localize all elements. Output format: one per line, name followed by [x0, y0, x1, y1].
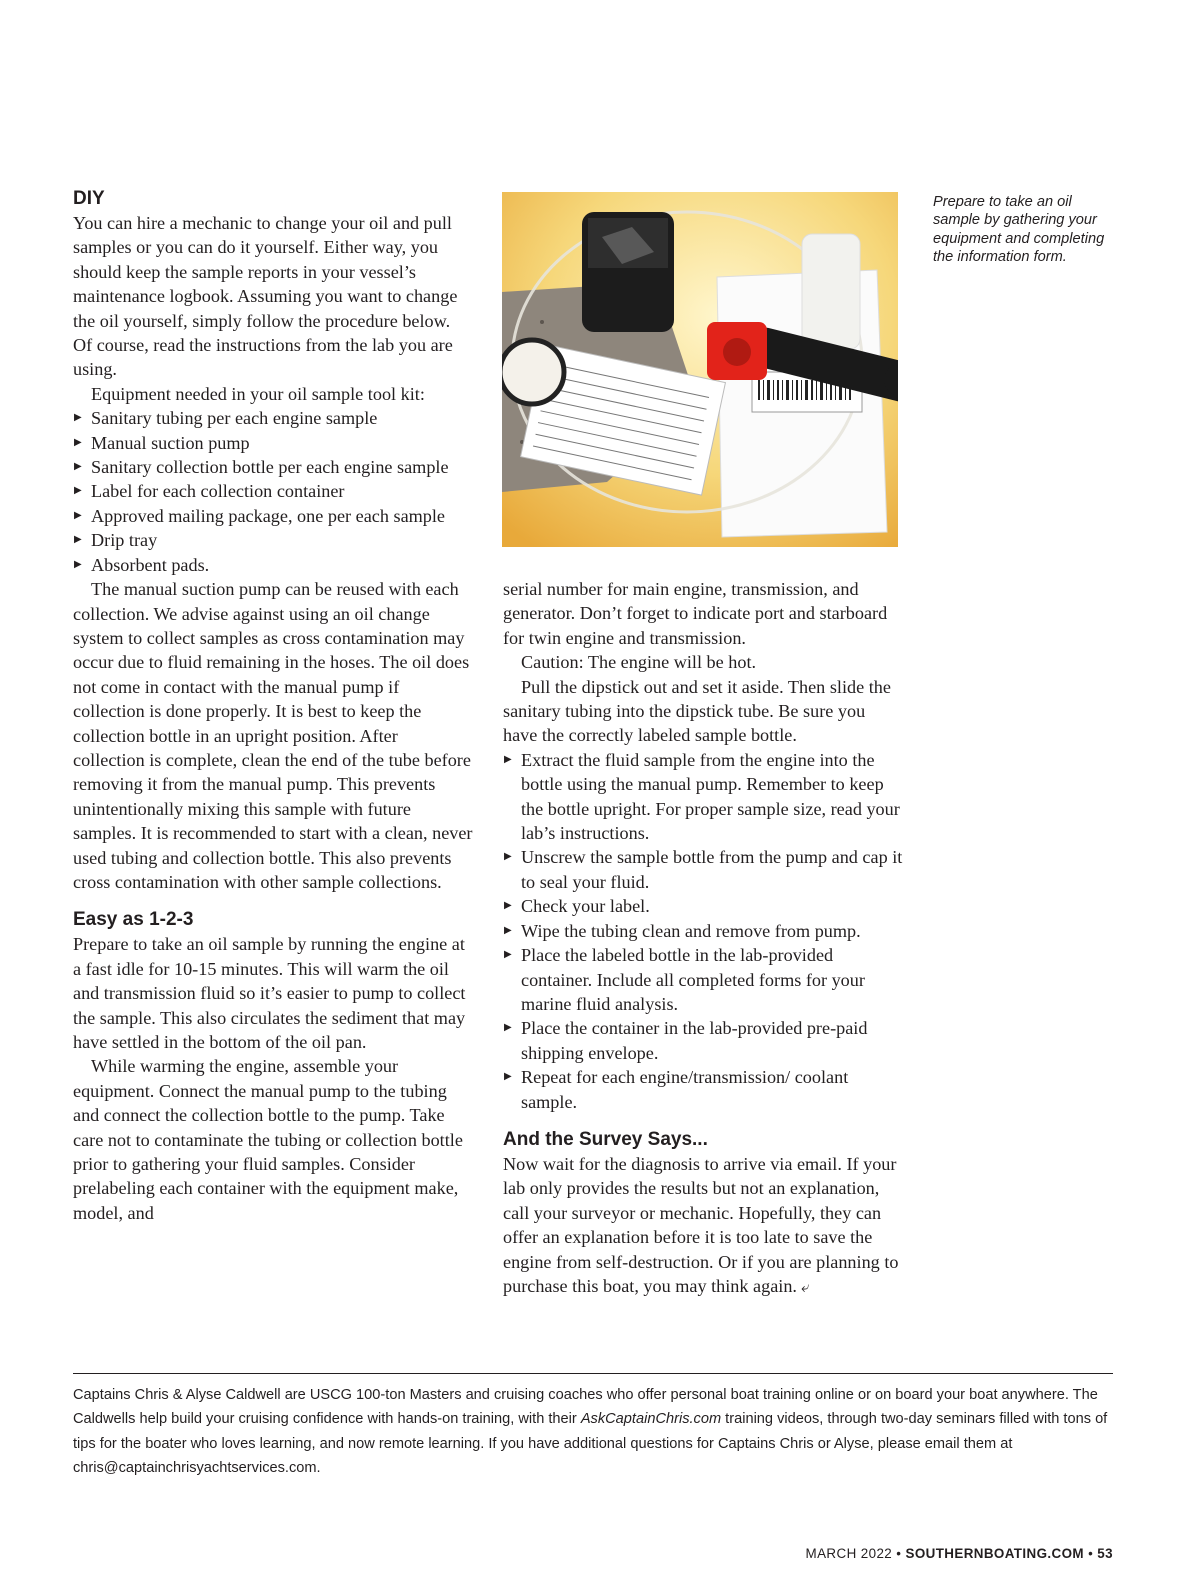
pump-paragraph: The manual suction pump can be reused with each collection. We advise against using an oil change system to collect samples as cross contamination may occur due to fluid remaining in the hoses. The oil does not come in contact with the manual pump if collection is done properly. It is best to keep the collection bottle in an upright position. After collection is complete, clean the end of the tube before removing it from the manual pump. This prevents unintentionally mixing this sample with future samples. It is recommended to start with a clean, never used tubing and collection bottle. This also prevents cross contamination with other sample collections. — [73, 579, 473, 892]
survey-text: Now wait for the diagnosis to arrive via email. If your lab only provides the results but not an explanation, call your surveyor or mechanic. Hopefully, they can offer an explanation before it is too late to save the engine from self-destruction. Or if you are planning to purchase this boat, you may think again. — [503, 1153, 899, 1296]
footer-divider — [73, 1373, 1113, 1374]
page-folio — [806, 1546, 1113, 1561]
list-item: ▶ Wipe the tubing clean and remove from pump. — [503, 919, 903, 943]
folio-separator: • — [892, 1546, 906, 1561]
easy-paragraph: Prepare to take an oil sample by running the engine at a fast idle for 10-15 minutes. This will warm the oil and transmission fluid so it’s easier to pump to collect the sample. This also circulates the sediment that may have settled in the bottom of the oil pan. — [73, 934, 466, 1052]
list-item: ▶ Absorbent pads. — [73, 553, 473, 577]
bio-text-end: training videos, through two-day seminars filled with tons of tips for the boater who loves learning, and now remote learning. If you have additional questions for Captains Chris or Alyse, please email them at chris@captainchrisyachtservices.com. — [73, 1411, 1108, 1477]
page-number: 53 — [1097, 1546, 1113, 1561]
list-item: ▶ Extract the fluid sample from the engine into the bottle using the manual pump. Remember to keep the bottle upright. For proper sample size, read your lab’s instructions. — [503, 748, 903, 846]
list-item: ▶ Check your label. — [503, 894, 903, 918]
equipment-list — [73, 406, 473, 577]
diy-heading: DIY — [73, 188, 105, 209]
list-item: ▶ Drip tray — [73, 528, 473, 552]
bio-website: AskCaptainChris.com — [580, 1411, 722, 1428]
list-item: ▶ Unscrew the sample bottle from the pump and cap it to seal your fluid. — [503, 845, 903, 894]
photo-caption: Prepare to take an oil sample by gathering your equipment and completing the information form. — [933, 194, 1105, 265]
survey-heading: And the Survey Says... — [503, 1128, 708, 1150]
author-bio — [73, 1383, 1115, 1481]
list-item: ▶ Place the labeled bottle in the lab-provided container. Include all completed forms for your marine fluid analysis. — [503, 943, 903, 1016]
list-item: ▶ Sanitary tubing per each engine sample — [73, 406, 473, 430]
assemble-paragraph: While warming the engine, assemble your equipment. Connect the manual pump to the tubing and connect the collection bottle to the pump. Take care not to contaminate the tubing or collection bottle prior to gathering your fluid samples. Consider prelabeling each container with the equipment make, model, and — [73, 1056, 463, 1223]
list-item: ▶ Manual suction pump — [73, 431, 473, 455]
issue-date: MARCH 2022 — [805, 1546, 893, 1561]
bio-text-start: Captains Chris & Alyse Caldwell are USCG 100-ton Masters and cruising coaches who offer personal boat training online or on board your boat anywhere. The Caldwells help build your cruising confidence with hands-on training, with their — [73, 1387, 1098, 1428]
diy-intro-paragraph: You can hire a mechanic to change your oil and pull samples or you can do it yourself. Either way, you should keep the sample reports in your vessel’s maintenance logbook. Assuming you want to change the oil yourself, simply follow the procedure below. Of course, read the instructions from the lab you are using. — [73, 213, 458, 380]
equipment-intro-paragraph: Equipment needed in your oil sample tool kit: — [91, 383, 425, 404]
list-item: ▶ Sanitary collection bottle per each engine sample — [73, 455, 473, 479]
serial-paragraph: serial number for main engine, transmission, and generator. Don’t forget to indicate port and starboard for twin engine and transmission. — [503, 579, 888, 648]
list-item: ▶ Approved mailing package, one per each sample — [73, 504, 473, 528]
list-item: ▶ Place the container in the lab-provided pre-paid shipping envelope. — [503, 1016, 903, 1065]
list-item: ▶ Repeat for each engine/transmission/ coolant sample. — [503, 1065, 903, 1114]
caution-paragraph: Caution: The engine will be hot. — [521, 652, 757, 673]
folio-separator: • — [1083, 1546, 1098, 1561]
easy-heading: Easy as 1-2-3 — [73, 909, 194, 931]
survey-paragraph — [503, 1152, 903, 1299]
middle-column — [503, 577, 903, 1299]
dipstick-paragraph: Pull the dipstick out and set it aside. Then slide the sanitary tubing into the dipstick tube. Be sure you have the correctly labeled sample bottle. — [503, 676, 891, 746]
magazine-site: SOUTHERNBOATING.COM — [905, 1546, 1084, 1561]
list-item: ▶ Label for each collection container — [73, 479, 473, 503]
steps-list — [503, 748, 903, 1114]
oil-sample-kit-photo — [502, 192, 898, 547]
left-column — [73, 187, 473, 1225]
end-mark-icon: ⤶ — [800, 1277, 810, 1296]
